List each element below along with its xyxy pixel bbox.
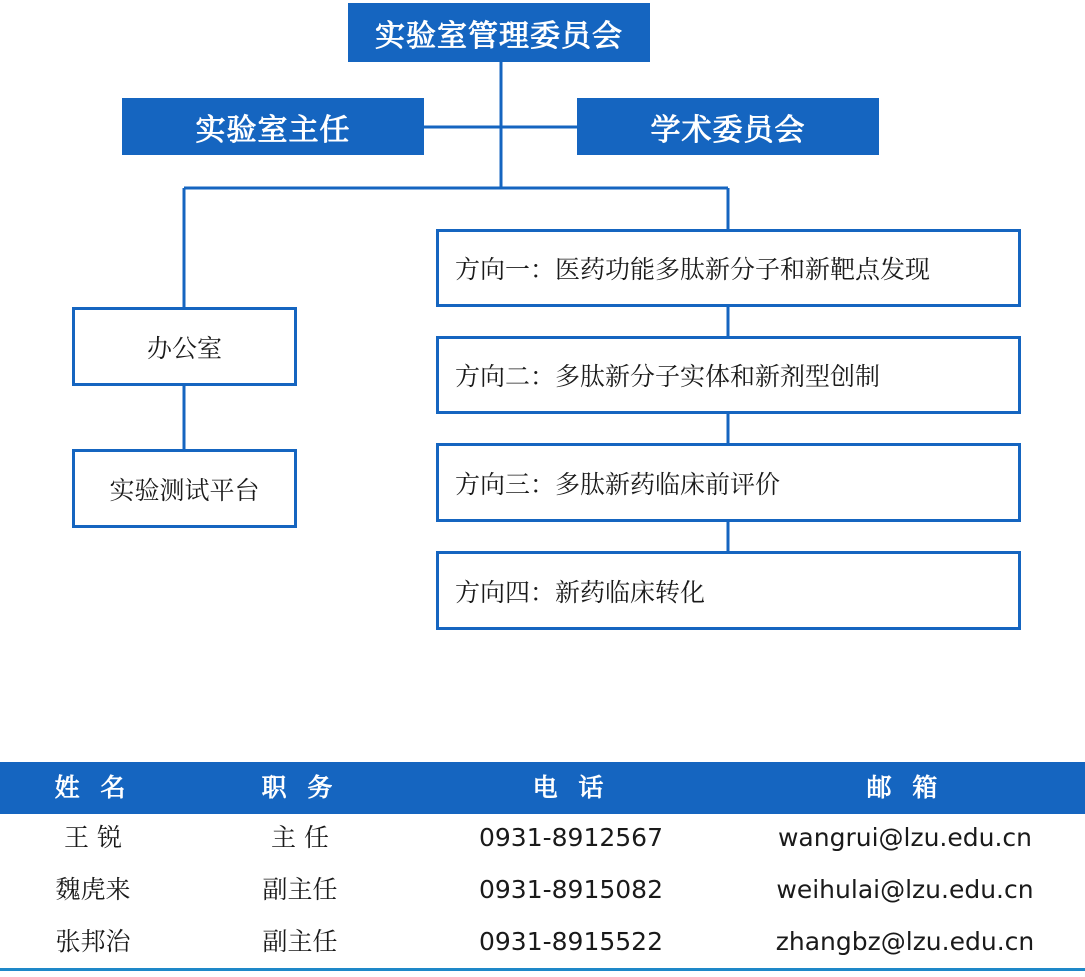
direction-box-2 <box>436 336 1021 414</box>
director-label: 实验室主任 <box>195 112 351 148</box>
header-name: 姓 名 <box>54 773 132 802</box>
cell-phone: 0931-8915522 <box>479 927 663 956</box>
cell-title: 主 任 <box>271 823 329 852</box>
direction-label: 方向四：新药临床转化 <box>455 577 706 607</box>
direction-box-1 <box>436 229 1021 307</box>
cell-email: weihulai@lzu.edu.cn <box>776 875 1034 904</box>
academic-committee-box <box>577 98 879 155</box>
office-box <box>72 307 297 386</box>
office-label: 办公室 <box>146 333 222 363</box>
academic-committee-label: 学术委员会 <box>650 112 806 148</box>
cell-email: zhangbz@lzu.edu.cn <box>775 927 1035 956</box>
cell-title: 副主任 <box>262 927 338 956</box>
direction-label: 方向一：医药功能多肽新分子和新靶点发现 <box>455 255 931 284</box>
cell-title: 副主任 <box>262 875 338 904</box>
test-platform-box <box>72 449 297 528</box>
cell-name: 魏虎来 <box>55 875 131 904</box>
direction-label: 方向三：多肽新药临床前评价 <box>455 469 781 499</box>
test-platform-label: 实验测试平台 <box>109 475 260 505</box>
direction-box-3 <box>436 443 1021 522</box>
cell-phone: 0931-8915082 <box>479 875 663 904</box>
cell-name: 王 锐 <box>64 823 122 852</box>
management-committee-box <box>348 3 650 62</box>
cell-email: wangrui@lzu.edu.cn <box>777 823 1033 852</box>
header-email: 邮 箱 <box>866 773 944 802</box>
header-title: 职 务 <box>261 773 339 802</box>
cell-name: 张邦治 <box>55 927 131 956</box>
management-committee-label: 实验室管理委员会 <box>375 18 623 54</box>
table-bottom-rule <box>0 968 1085 971</box>
direction-box-4 <box>436 551 1021 630</box>
director-box <box>122 98 424 155</box>
header-phone: 电 话 <box>532 773 610 802</box>
table-header <box>0 762 1085 814</box>
cell-phone: 0931-8912567 <box>479 823 663 852</box>
direction-label: 方向二：多肽新分子实体和新剂型创制 <box>455 362 881 391</box>
